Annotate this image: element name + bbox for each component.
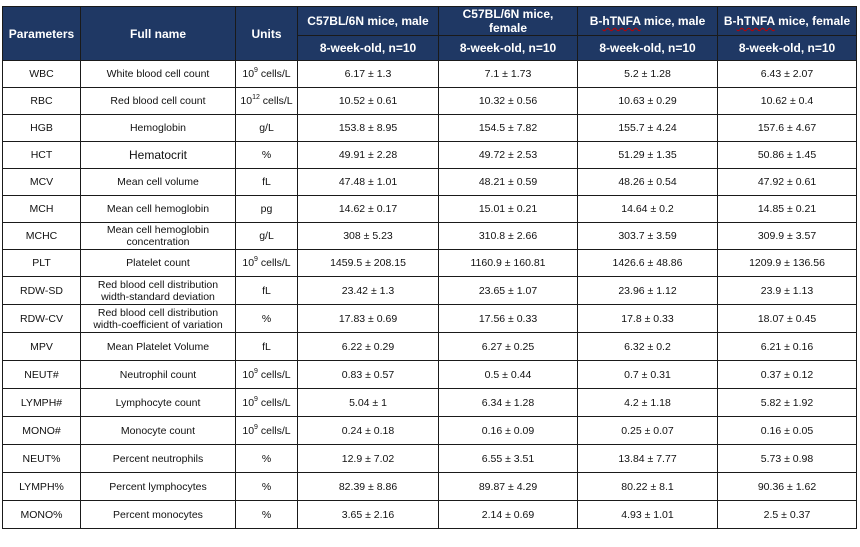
cell-parameter: MONO# bbox=[3, 417, 81, 445]
cell-value-group-1: 23.42 ± 1.3 bbox=[298, 277, 439, 305]
cell-value-group-4: 0.37 ± 0.12 bbox=[718, 361, 857, 389]
cell-value-group-2: 89.87 ± 4.29 bbox=[439, 473, 578, 501]
cell-value-group-4: 5.82 ± 1.92 bbox=[718, 389, 857, 417]
table-row bbox=[3, 250, 857, 277]
table-row bbox=[3, 61, 857, 88]
cell-value-group-2: 17.56 ± 0.33 bbox=[439, 305, 578, 333]
cell-value-group-1: 14.62 ± 0.17 bbox=[298, 196, 439, 223]
header-parameters: Parameters bbox=[3, 7, 81, 61]
unit-rest: g/L bbox=[259, 230, 274, 242]
cell-value-group-1: 3.65 ± 2.16 bbox=[298, 501, 439, 529]
cell-full-name: Hemoglobin bbox=[81, 115, 236, 142]
unit-rest: fL bbox=[262, 284, 271, 297]
cell-value-group-4: 14.85 ± 0.21 bbox=[718, 196, 857, 223]
table-row bbox=[3, 389, 857, 417]
table-row bbox=[3, 169, 857, 196]
cell-units bbox=[236, 88, 298, 115]
cell-full-name: Mean cell hemoglobin bbox=[81, 196, 236, 223]
table-row bbox=[3, 88, 857, 115]
unit-rest: cells/L bbox=[257, 424, 291, 437]
cell-units bbox=[236, 250, 298, 277]
cell-value-group-4: 23.9 ± 1.13 bbox=[718, 277, 857, 305]
cell-value-group-1: 5.04 ± 1 bbox=[298, 389, 439, 417]
unit-base: 10 bbox=[242, 368, 255, 381]
table-header bbox=[3, 7, 857, 61]
unit-rest: % bbox=[261, 312, 272, 325]
cell-units bbox=[236, 277, 298, 305]
header-group-1: C57BL/6N mice, male bbox=[298, 7, 439, 36]
cell-units bbox=[236, 445, 298, 473]
cell-value-group-4: 18.07 ± 0.45 bbox=[718, 305, 857, 333]
cell-value-group-1: 6.17 ± 1.3 bbox=[298, 61, 439, 88]
cell-parameter: NEUT# bbox=[3, 361, 81, 389]
cell-value-group-1: 17.83 ± 0.69 bbox=[298, 305, 439, 333]
cell-parameter: MONO% bbox=[3, 501, 81, 529]
cell-full-name: Mean Platelet Volume bbox=[81, 333, 236, 361]
cell-parameter: MCH bbox=[3, 196, 81, 223]
cell-parameter: MCHC bbox=[3, 223, 81, 250]
cell-value-group-4: 90.36 ± 1.62 bbox=[718, 473, 857, 501]
unit-rest: fL bbox=[262, 340, 271, 353]
cell-units bbox=[236, 473, 298, 501]
cell-parameter: LYMPH% bbox=[3, 473, 81, 501]
cell-value-group-1: 1459.5 ± 208.15 bbox=[298, 250, 439, 277]
cell-full-name: Red blood cell distribution width-coefficient of variation bbox=[81, 305, 236, 333]
cell-value-group-3: 4.93 ± 1.01 bbox=[578, 501, 718, 529]
table-body bbox=[3, 61, 857, 529]
cell-value-group-2: 10.32 ± 0.56 bbox=[439, 88, 578, 115]
cell-value-group-3: 4.2 ± 1.18 bbox=[578, 389, 718, 417]
unit-rest: % bbox=[261, 452, 272, 465]
cell-value-group-2: 6.34 ± 1.28 bbox=[439, 389, 578, 417]
table-row bbox=[3, 196, 857, 223]
cell-value-group-3: 14.64 ± 0.2 bbox=[578, 196, 718, 223]
cell-parameter: PLT bbox=[3, 250, 81, 277]
cell-parameter: MCV bbox=[3, 169, 81, 196]
unit-exponent: 9 bbox=[254, 256, 258, 263]
cell-value-group-1: 12.9 ± 7.02 bbox=[298, 445, 439, 473]
cell-value-group-1: 308 ± 5.23 bbox=[298, 223, 439, 250]
cell-value-group-3: 1426.6 ± 48.86 bbox=[578, 250, 718, 277]
cell-value-group-2: 1160.9 ± 160.81 bbox=[439, 250, 578, 277]
cell-value-group-1: 153.8 ± 8.95 bbox=[298, 115, 439, 142]
unit-base: 10 bbox=[242, 396, 255, 409]
cell-parameter: MPV bbox=[3, 333, 81, 361]
cell-value-group-3: 155.7 ± 4.24 bbox=[578, 115, 718, 142]
cell-full-name: Monocyte count bbox=[81, 417, 236, 445]
cell-value-group-1: 0.24 ± 0.18 bbox=[298, 417, 439, 445]
cell-parameter: RDW-SD bbox=[3, 277, 81, 305]
cell-value-group-2: 6.27 ± 0.25 bbox=[439, 333, 578, 361]
cell-value-group-4: 10.62 ± 0.4 bbox=[718, 88, 857, 115]
cell-units bbox=[236, 333, 298, 361]
unit-base: 10 bbox=[242, 257, 255, 269]
cell-value-group-2: 23.65 ± 1.07 bbox=[439, 277, 578, 305]
cell-value-group-2: 154.5 ± 7.82 bbox=[439, 115, 578, 142]
cell-value-group-4: 6.43 ± 2.07 bbox=[718, 61, 857, 88]
table-row bbox=[3, 305, 857, 333]
unit-rest: % bbox=[261, 508, 272, 521]
table-row bbox=[3, 277, 857, 305]
cell-value-group-1: 82.39 ± 8.86 bbox=[298, 473, 439, 501]
cell-value-group-3: 303.7 ± 3.59 bbox=[578, 223, 718, 250]
cell-value-group-3: 48.26 ± 0.54 bbox=[578, 169, 718, 196]
unit-rest: g/L bbox=[259, 122, 274, 134]
unit-rest: pg bbox=[260, 203, 273, 215]
unit-base: 10 bbox=[242, 424, 255, 437]
cell-value-group-3: 0.7 ± 0.31 bbox=[578, 361, 718, 389]
cell-full-name: Mean cell volume bbox=[81, 169, 236, 196]
table-row bbox=[3, 445, 857, 473]
cell-full-name: White blood cell count bbox=[81, 61, 236, 88]
header-group-1-sub: 8-week-old, n=10 bbox=[298, 36, 439, 61]
header-group-4: B-hTNFA mice, female bbox=[718, 7, 857, 36]
cell-value-group-2: 310.8 ± 2.66 bbox=[439, 223, 578, 250]
cell-value-group-3: 80.22 ± 8.1 bbox=[578, 473, 718, 501]
cell-parameter: WBC bbox=[3, 61, 81, 88]
cell-parameter: HCT bbox=[3, 142, 81, 169]
unit-exponent: 12 bbox=[252, 94, 260, 101]
cell-value-group-4: 157.6 ± 4.67 bbox=[718, 115, 857, 142]
cell-value-group-4: 6.21 ± 0.16 bbox=[718, 333, 857, 361]
cell-value-group-3: 6.32 ± 0.2 bbox=[578, 333, 718, 361]
cell-value-group-2: 49.72 ± 2.53 bbox=[439, 142, 578, 169]
cell-value-group-1: 0.83 ± 0.57 bbox=[298, 361, 439, 389]
cell-full-name: Neutrophil count bbox=[81, 361, 236, 389]
cell-units bbox=[236, 389, 298, 417]
header-group-2-sub: 8-week-old, n=10 bbox=[439, 36, 578, 61]
cell-value-group-2: 48.21 ± 0.59 bbox=[439, 169, 578, 196]
cell-value-group-3: 0.25 ± 0.07 bbox=[578, 417, 718, 445]
cell-units bbox=[236, 169, 298, 196]
unit-exponent: 9 bbox=[254, 423, 258, 431]
cell-units bbox=[236, 115, 298, 142]
cell-value-group-4: 2.5 ± 0.37 bbox=[718, 501, 857, 529]
cell-value-group-2: 15.01 ± 0.21 bbox=[439, 196, 578, 223]
unit-rest: cells/L bbox=[257, 396, 291, 409]
cell-full-name: Red blood cell count bbox=[81, 88, 236, 115]
unit-rest: cells/L bbox=[259, 95, 293, 107]
cell-value-group-2: 2.14 ± 0.69 bbox=[439, 501, 578, 529]
table-row bbox=[3, 361, 857, 389]
header-group-3-sub: 8-week-old, n=10 bbox=[578, 36, 718, 61]
cell-value-group-4: 47.92 ± 0.61 bbox=[718, 169, 857, 196]
header-units: Units bbox=[236, 7, 298, 61]
unit-base: 10 bbox=[242, 68, 255, 80]
table-row bbox=[3, 142, 857, 169]
unit-rest: cells/L bbox=[257, 68, 291, 80]
cell-value-group-4: 50.86 ± 1.45 bbox=[718, 142, 857, 169]
unit-rest: fL bbox=[262, 176, 271, 188]
cell-value-group-3: 10.63 ± 0.29 bbox=[578, 88, 718, 115]
cell-value-group-3: 51.29 ± 1.35 bbox=[578, 142, 718, 169]
cell-full-name: Percent neutrophils bbox=[81, 445, 236, 473]
header-group-4-sub: 8-week-old, n=10 bbox=[718, 36, 857, 61]
cell-full-name: Red blood cell distribution width-standard deviation bbox=[81, 277, 236, 305]
unit-base: 10 bbox=[240, 95, 253, 107]
table-row bbox=[3, 223, 857, 250]
cell-units bbox=[236, 361, 298, 389]
cell-units bbox=[236, 196, 298, 223]
unit-rest: cells/L bbox=[257, 368, 291, 381]
cell-units bbox=[236, 417, 298, 445]
table-row bbox=[3, 501, 857, 529]
hematology-table bbox=[2, 6, 857, 529]
cell-value-group-3: 17.8 ± 0.33 bbox=[578, 305, 718, 333]
table-row bbox=[3, 333, 857, 361]
cell-value-group-4: 5.73 ± 0.98 bbox=[718, 445, 857, 473]
cell-value-group-1: 6.22 ± 0.29 bbox=[298, 333, 439, 361]
cell-value-group-2: 7.1 ± 1.73 bbox=[439, 61, 578, 88]
cell-value-group-3: 5.2 ± 1.28 bbox=[578, 61, 718, 88]
cell-value-group-4: 309.9 ± 3.57 bbox=[718, 223, 857, 250]
unit-rest: % bbox=[261, 149, 272, 161]
cell-value-group-3: 23.96 ± 1.12 bbox=[578, 277, 718, 305]
cell-parameter: NEUT% bbox=[3, 445, 81, 473]
cell-value-group-4: 1209.9 ± 136.56 bbox=[718, 250, 857, 277]
unit-rest: cells/L bbox=[257, 257, 291, 269]
unit-exponent: 9 bbox=[254, 367, 258, 375]
hematology-table-container bbox=[2, 6, 857, 529]
cell-value-group-1: 10.52 ± 0.61 bbox=[298, 88, 439, 115]
table-row bbox=[3, 417, 857, 445]
cell-full-name: Lymphocyte count bbox=[81, 389, 236, 417]
cell-units bbox=[236, 501, 298, 529]
cell-full-name: Mean cell hemoglobin concentration bbox=[81, 223, 236, 250]
cell-value-group-1: 47.48 ± 1.01 bbox=[298, 169, 439, 196]
cell-units bbox=[236, 223, 298, 250]
header-row-top bbox=[3, 7, 857, 36]
header-group-3: B-hTNFA mice, male bbox=[578, 7, 718, 36]
unit-exponent: 9 bbox=[254, 395, 258, 403]
cell-full-name: Hematocrit bbox=[81, 142, 236, 169]
cell-value-group-1: 49.91 ± 2.28 bbox=[298, 142, 439, 169]
cell-units bbox=[236, 61, 298, 88]
header-group-2: C57BL/6N mice, female bbox=[439, 7, 578, 36]
cell-value-group-4: 0.16 ± 0.05 bbox=[718, 417, 857, 445]
cell-value-group-2: 0.5 ± 0.44 bbox=[439, 361, 578, 389]
cell-units bbox=[236, 305, 298, 333]
cell-parameter: RBC bbox=[3, 88, 81, 115]
cell-value-group-2: 0.16 ± 0.09 bbox=[439, 417, 578, 445]
cell-full-name: Platelet count bbox=[81, 250, 236, 277]
cell-parameter: HGB bbox=[3, 115, 81, 142]
cell-units bbox=[236, 142, 298, 169]
table-row bbox=[3, 473, 857, 501]
unit-rest: % bbox=[261, 480, 272, 493]
cell-parameter: LYMPH# bbox=[3, 389, 81, 417]
cell-full-name: Percent lymphocytes bbox=[81, 473, 236, 501]
unit-exponent: 9 bbox=[254, 67, 258, 74]
cell-full-name: Percent monocytes bbox=[81, 501, 236, 529]
table-row bbox=[3, 115, 857, 142]
cell-parameter: RDW-CV bbox=[3, 305, 81, 333]
header-full-name: Full name bbox=[81, 7, 236, 61]
cell-value-group-3: 13.84 ± 7.77 bbox=[578, 445, 718, 473]
cell-value-group-2: 6.55 ± 3.51 bbox=[439, 445, 578, 473]
